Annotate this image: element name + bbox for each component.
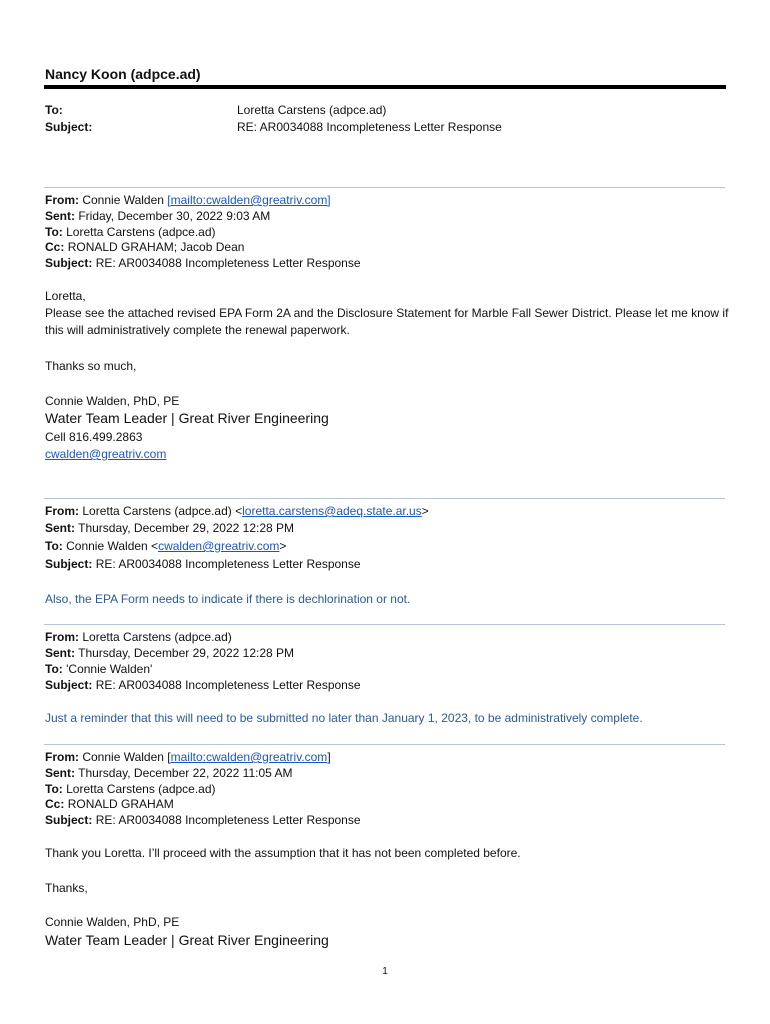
msg2-to: To: Connie Walden <cwalden@greatriv.com> [45,539,287,553]
page-number: 1 [382,966,388,977]
msg1-signature-email-link[interactable]: cwalden@greatriv.com [45,447,167,461]
msg2-body: Also, the EPA Form needs to indicate if there is dechlorination or not. [45,592,411,606]
message-separator [44,624,725,625]
msg1-body: Please see the attached revised EPA Form 2A and the Disclosure Statement for Marble Fall Sewer District. Please let me know if this will administratively complete the renewal paperwork. [45,306,729,337]
msg1-greeting: Loretta, [45,289,86,303]
msg2-sent: Sent: Thursday, December 29, 2022 12:28 PM [45,521,295,535]
msg1-signature-title: Water Team Leader | Great River Engineering [45,410,329,426]
msg3-body: Just a reminder that this will need to be submitted no later than January 1, 2023, to be administratively complete. [45,711,643,725]
msg1-mailto-link[interactable]: [mailto:cwalden@greatriv.com] [167,193,331,207]
msg2-from-email-link[interactable]: loretta.carstens@adeq.state.ar.us [242,504,422,518]
msg4-signature-name: Connie Walden, PhD, PE [45,915,180,929]
msg3-sent: Sent: Thursday, December 29, 2022 12:28 PM [45,646,295,660]
message-separator [44,744,725,745]
msg2-to-email-link[interactable]: cwalden@greatriv.com [158,539,280,553]
msg2-from: From: Loretta Carstens (adpce.ad) <loretta.carstens@adeq.state.ar.us> [45,504,429,518]
msg4-mailto-link[interactable]: mailto:cwalden@greatriv.com [170,750,328,764]
msg4-sent: Sent: Thursday, December 22, 2022 11:05 AM [45,766,293,780]
msg4-signature-title: Water Team Leader | Great River Engineering [45,932,329,948]
subject-label: Subject: [45,120,93,134]
msg1-signature-cell: Cell 816.499.2863 [45,430,143,444]
message-separator [44,187,725,188]
msg2-subject: Subject: RE: AR0034088 Incompleteness Letter Response [45,557,361,571]
subject-value: RE: AR0034088 Incompleteness Letter Response [237,120,502,134]
msg4-cc: Cc: RONALD GRAHAM [45,797,174,811]
msg3-from: From: Loretta Carstens (adpce.ad) [45,630,232,644]
msg3-subject: Subject: RE: AR0034088 Incompleteness Letter Response [45,678,361,692]
to-value: Loretta Carstens (adpce.ad) [237,103,387,117]
msg1-signature-name: Connie Walden, PhD, PE [45,394,180,408]
document-title: Nancy Koon (adpce.ad) [45,66,201,82]
msg4-body: Thank you Loretta. I’ll proceed with the assumption that it has not been completed before. [45,846,521,860]
msg4-to: To: Loretta Carstens (adpce.ad) [45,782,216,796]
msg4-closing: Thanks, [45,881,88,895]
msg1-cc: Cc: RONALD GRAHAM; Jacob Dean [45,240,245,254]
msg1-to: To: Loretta Carstens (adpce.ad) [45,225,216,239]
message-separator [44,498,725,499]
msg4-from: From: Connie Walden [mailto:cwalden@greatriv.com] [45,750,331,764]
msg4-subject: Subject: RE: AR0034088 Incompleteness Letter Response [45,813,361,827]
to-label: To: [45,103,63,117]
msg1-from: From: Connie Walden [mailto:cwalden@greatriv.com] [45,193,331,207]
msg1-closing: Thanks so much, [45,359,137,373]
msg1-sent: Sent: Friday, December 30, 2022 9:03 AM [45,209,271,223]
msg1-subject: Subject: RE: AR0034088 Incompleteness Letter Response [45,256,361,270]
msg3-to: To: 'Connie Walden' [45,662,153,676]
title-rule [44,85,726,89]
